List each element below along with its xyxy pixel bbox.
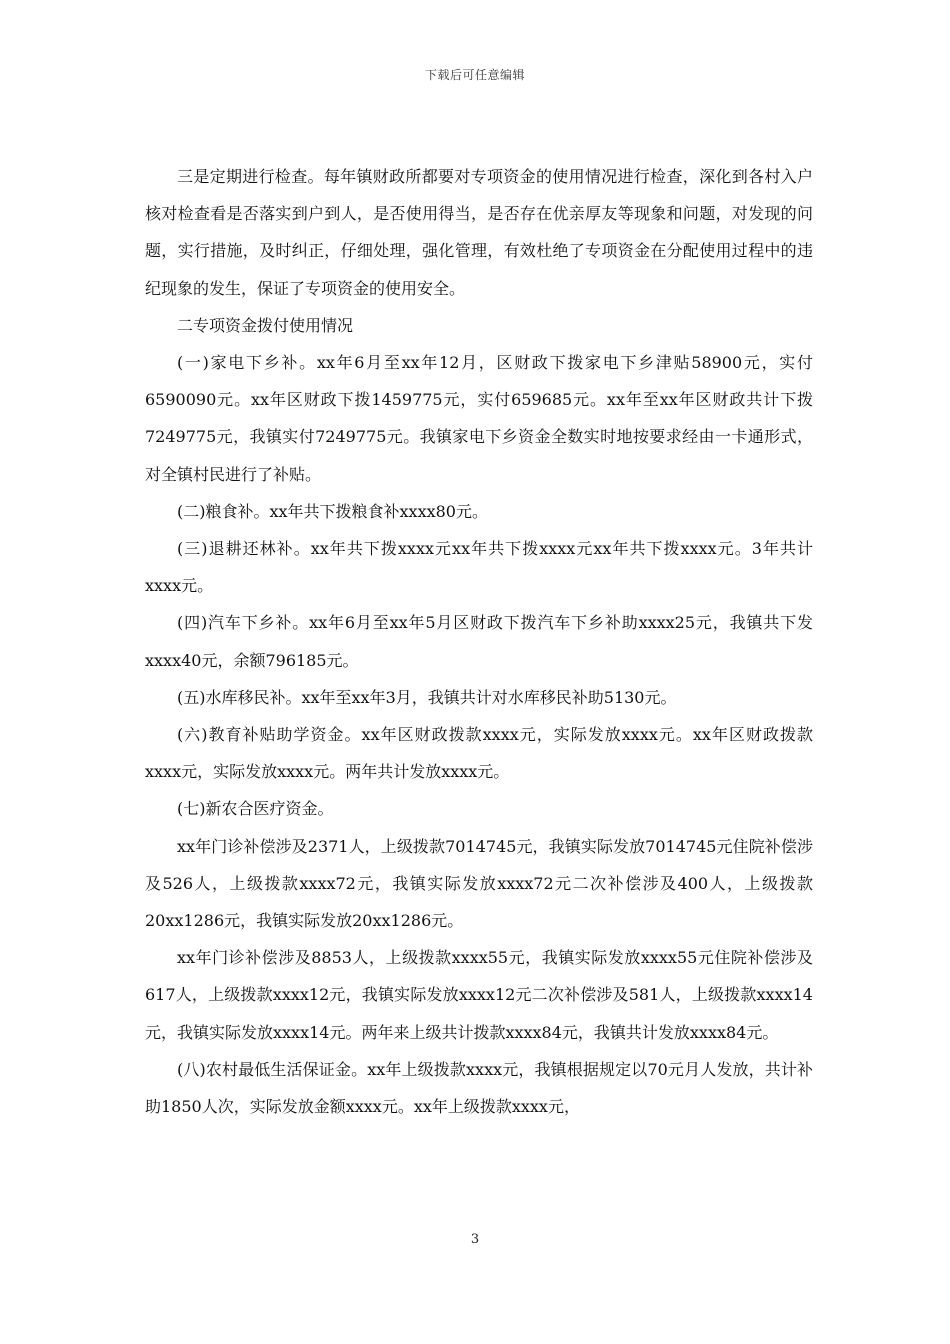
paragraph: (一)家电下乡补。xx年6月至xx年12月，区财政下拨家电下乡津贴58900元，实付6590090元。xx年区财政下拨1459775元，实付659685元。xx年至xx年区财政共计下拨7249775元，我镇实付7249775元。我镇家电下乡资金全数实时地按要求经由一卡通形式，对全镇村民进行了补贴。: [145, 353, 813, 484]
paragraph: (七)新农合医疗资金。: [177, 799, 334, 819]
page-header: 下载后可任意编辑: [424, 68, 525, 82]
paragraph: (三)退耕还林补。xx年共下拨xxxx元xx年共下拨xxxx元xx年共下拨xxxx元。3年共计xxxx元。: [145, 539, 813, 596]
document-body: [145, 158, 813, 1125]
paragraph: 三是定期进行检查。每年镇财政所都要对专项资金的使用情况进行检查，深化到各村入户核对检查看是否落实到户到人，是否使用得当，是否存在优亲厚友等现象和问题，对发现的问题，实行措施，及时纠正，仔细处理，强化管理，有效杜绝了专项资金在分配使用过程中的违纪现象的发生，保证了专项资金的使用安全。: [145, 167, 813, 298]
paragraph: (五)水库移民补。xx年至xx年3月，我镇共计对水库移民补助5130元。: [177, 687, 677, 707]
section-heading: 二专项资金拨付使用情况: [177, 315, 354, 335]
paragraph: (六)教育补贴助学资金。xx年区财政拨款xxxx元，实际发放xxxx元。xx年区财政拨款xxxx元，实际发放xxxx元。两年共计发放xxxx元。: [145, 725, 813, 782]
paragraph: (八)农村最低生活保证金。xx年上级拨款xxxx元，我镇根据规定以70元月人发放，共计补助1850人次，实际发放金额xxxx元。xx年上级拨款xxxx元，: [145, 1059, 813, 1117]
paragraph: xx年门诊补偿涉及2371人，上级拨款7014745元，我镇实际发放7014745元住院补偿涉及526人，上级拨款xxxx72元，我镇实际发放xxxx72元二次补偿涉及400人，上级拨款20xx1286元，我镇实际发放20xx1286元。: [145, 836, 813, 931]
paragraph: xx年门诊补偿涉及8853人，上级拨款xxxx55元，我镇实际发放xxxx55元住院补偿涉及617人，上级拨款xxxx12元，我镇实际发放xxxx12元二次补偿涉及581人，上级拨款xxxx14元，我镇实际发放xxxx14元。两年来上级共计拨款xxxx84元，我镇共计发放xxxx84元。: [145, 948, 813, 1042]
paragraph: (二)粮食补。xx年共下拨粮食补xxxx80元。: [177, 501, 488, 521]
paragraph: (四)汽车下乡补。xx年6月至xx年5月区财政下拨汽车下乡补助xxxx25元，我镇共下发xxxx40元，余额796185元。: [145, 613, 813, 670]
page-number: 3: [470, 1232, 480, 1247]
